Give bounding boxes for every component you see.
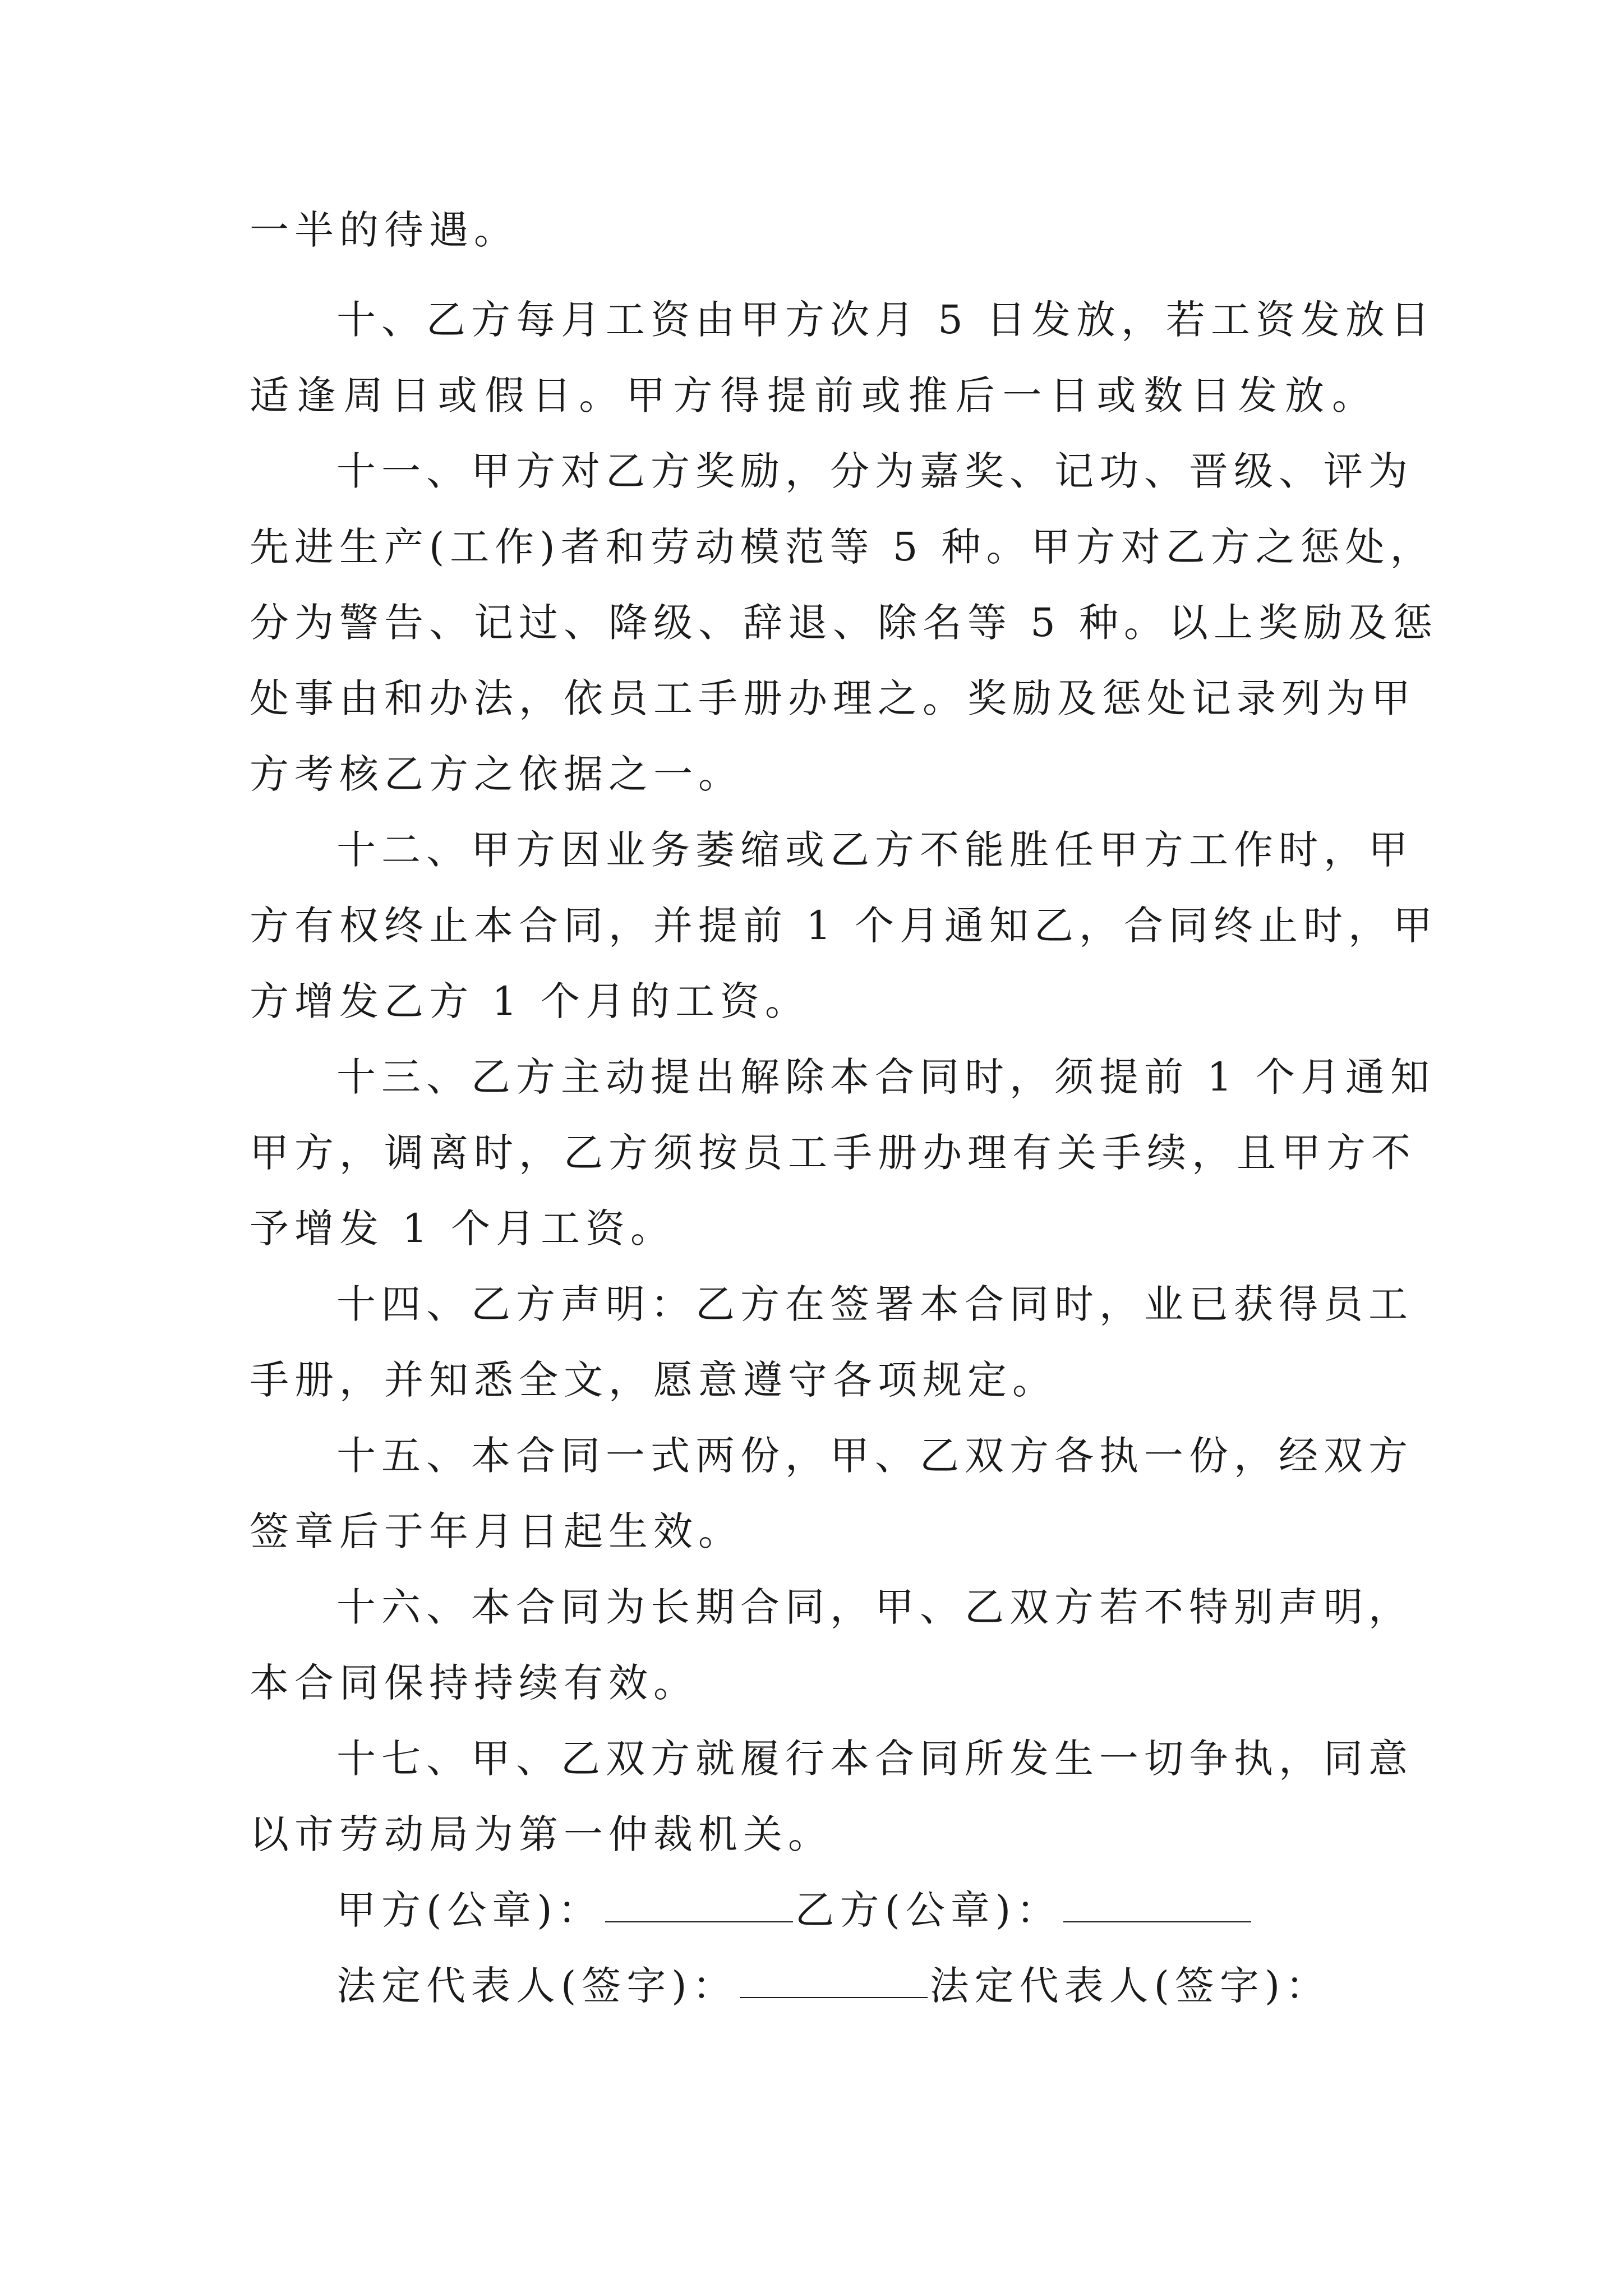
paragraph-line: 先进生产(工作)者和劳动模范等 5 种。甲方对乙方之惩处， xyxy=(250,524,1435,570)
paragraph-line: 十、乙方每月工资由甲方次月 5 日发放，若工资发放日 xyxy=(336,297,1436,343)
paragraph-line: 十六、本合同为长期合同，甲、乙双方若不特别声明， xyxy=(336,1584,1413,1630)
rep-a-blank xyxy=(740,1997,928,1998)
paragraph-line: 一半的待遇。 xyxy=(250,207,519,253)
rep-b-label: 法定代表人(签字)： xyxy=(929,1963,1331,2009)
seal-row xyxy=(336,1882,1253,1938)
paragraph-line: 方增发乙方 1 个月的工资。 xyxy=(250,978,810,1024)
paragraph-line: 方有权终止本合同，并提前 1 个月通知乙，合同终止时，甲 xyxy=(250,903,1438,949)
paragraph-line: 十四、乙方声明：乙方在签署本合同时，业已获得员工 xyxy=(336,1281,1413,1327)
party-a-seal-blank xyxy=(605,1921,793,1922)
representative-row xyxy=(336,1958,1330,2014)
paragraph-line: 甲方，调离时，乙方须按员工手册办理有关手续，且甲方不 xyxy=(250,1130,1416,1176)
paragraph-line: 方考核乙方之依据之一。 xyxy=(250,751,743,797)
paragraph-line: 处事由和办法，依员工手册办理之。奖励及惩处记录列为甲 xyxy=(250,675,1416,721)
rep-a-label: 法定代表人(签字)： xyxy=(336,1963,737,2009)
paragraph-line: 手册，并知悉全文，愿意遵守各项规定。 xyxy=(250,1357,1057,1403)
paragraph-line: 十五、本合同一式两份，甲、乙双方各执一份，经双方 xyxy=(336,1433,1413,1479)
paragraph-line: 适逢周日或假日。甲方得提前或推后一日或数日发放。 xyxy=(250,372,1377,418)
party-b-seal-blank xyxy=(1063,1921,1251,1922)
paragraph-line: 本合同保持持续有效。 xyxy=(250,1660,698,1706)
paragraph-line: 十七、甲、乙双方就履行本合同所发生一切争执，同意 xyxy=(336,1736,1413,1782)
paragraph-line: 签章后于年月日起生效。 xyxy=(250,1508,743,1554)
party-a-seal-label: 甲方(公章)： xyxy=(336,1887,603,1933)
paragraph-line: 分为警告、记过、降级、辞退、除名等 5 种。以上奖励及惩 xyxy=(250,600,1438,646)
paragraph-line: 予增发 1 个月工资。 xyxy=(250,1205,676,1251)
paragraph-line: 十一、甲方对乙方奖励，分为嘉奖、记功、晋级、评为 xyxy=(336,448,1413,494)
paragraph-line: 十二、甲方因业务萎缩或乙方不能胜任甲方工作时，甲 xyxy=(336,827,1413,873)
paragraph-line: 以市劳动局为第一仲裁机关。 xyxy=(250,1811,833,1857)
party-b-seal-label: 乙方(公章)： xyxy=(795,1887,1062,1933)
paragraph-line: 十三、乙方主动提出解除本合同时，须提前 1 个月通知 xyxy=(336,1054,1436,1100)
